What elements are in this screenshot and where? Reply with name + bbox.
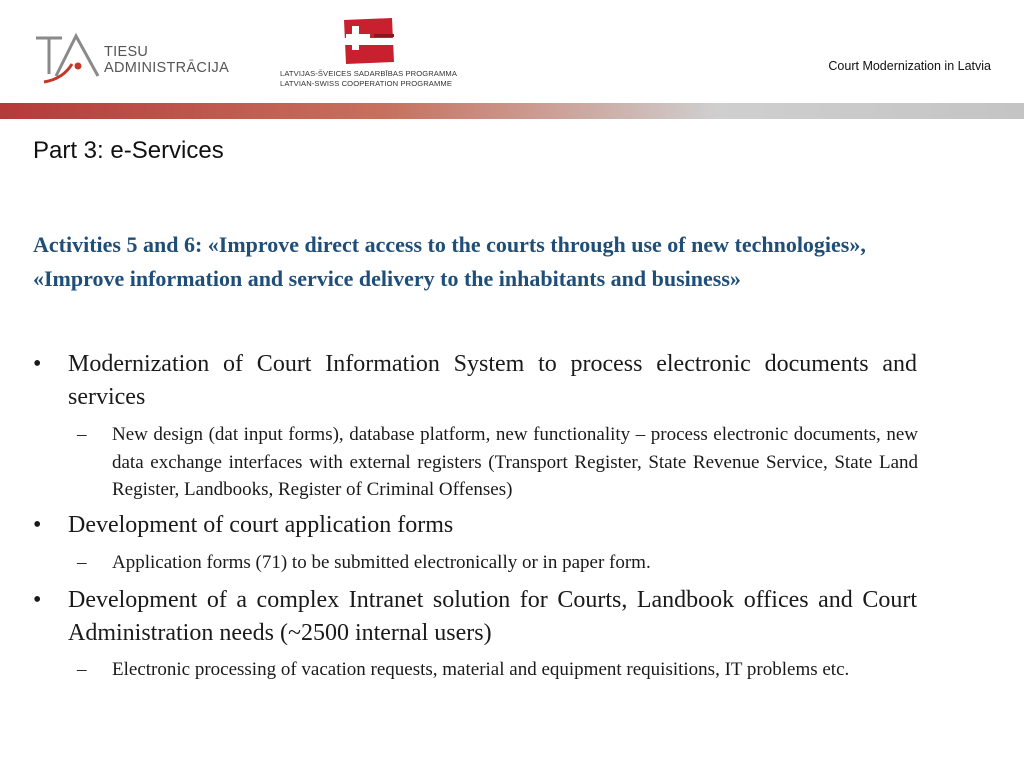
bullet-text: Development of court application forms — [68, 512, 454, 538]
dash-symbol: – — [77, 659, 87, 680]
swiss-logo-text — [280, 69, 457, 89]
sub-bullet-text: New design (dat input forms), database platform, new functionality – process electronic documents, new data exchange interfaces with external registers (Transport Register, State Revenue Service, State Land Register, Landbooks, Register of Criminal Offenses) — [112, 424, 918, 500]
swiss-cross-emblem-icon — [340, 16, 398, 66]
dash-symbol: – — [77, 552, 87, 573]
dash-symbol: – — [77, 424, 87, 445]
bullet-symbol: • — [33, 512, 42, 538]
header-title: Court Modernization in Latvia — [828, 59, 991, 73]
tiesu-logo-line1: TIESU — [104, 44, 149, 60]
tiesu-logo-text — [104, 44, 229, 76]
ta-logo-mark-icon — [32, 30, 102, 86]
tiesu-administracija-logo — [32, 30, 232, 86]
latvian-swiss-programme-logo — [280, 16, 460, 88]
sub-bullet-text: Electronic processing of vacation requests, material and equipment requisitions, IT problems etc. — [112, 659, 850, 680]
sub-bullet-text: Application forms (71) to be submitted electronically or in paper form. — [112, 552, 651, 573]
slide-title: Part 3: e-Services — [33, 137, 224, 164]
bullet-symbol: • — [33, 587, 42, 613]
swiss-logo-line2: LATVIAN-SWISS COOPERATION PROGRAMME — [280, 79, 452, 88]
swiss-logo-line1: LATVIJAS-ŠVEICES SADARBĪBAS PROGRAMMA — [280, 69, 457, 78]
header-divider-bar — [0, 103, 1024, 119]
bullet-text: Modernization of Court Information System to process electronic documents and services — [68, 351, 917, 410]
tiesu-logo-line2: ADMINISTRĀCIJA — [104, 60, 230, 76]
slide-subtitle: Activities 5 and 6: «Improve direct access to the courts through use of new technologies», «Improve information and service delivery to the inhabitants and business» — [33, 232, 866, 291]
bullet-symbol: • — [33, 351, 42, 377]
bullet-text: Development of a complex Intranet solution for Courts, Landbook offices and Court Administration needs (~2500 internal users) — [68, 587, 917, 646]
